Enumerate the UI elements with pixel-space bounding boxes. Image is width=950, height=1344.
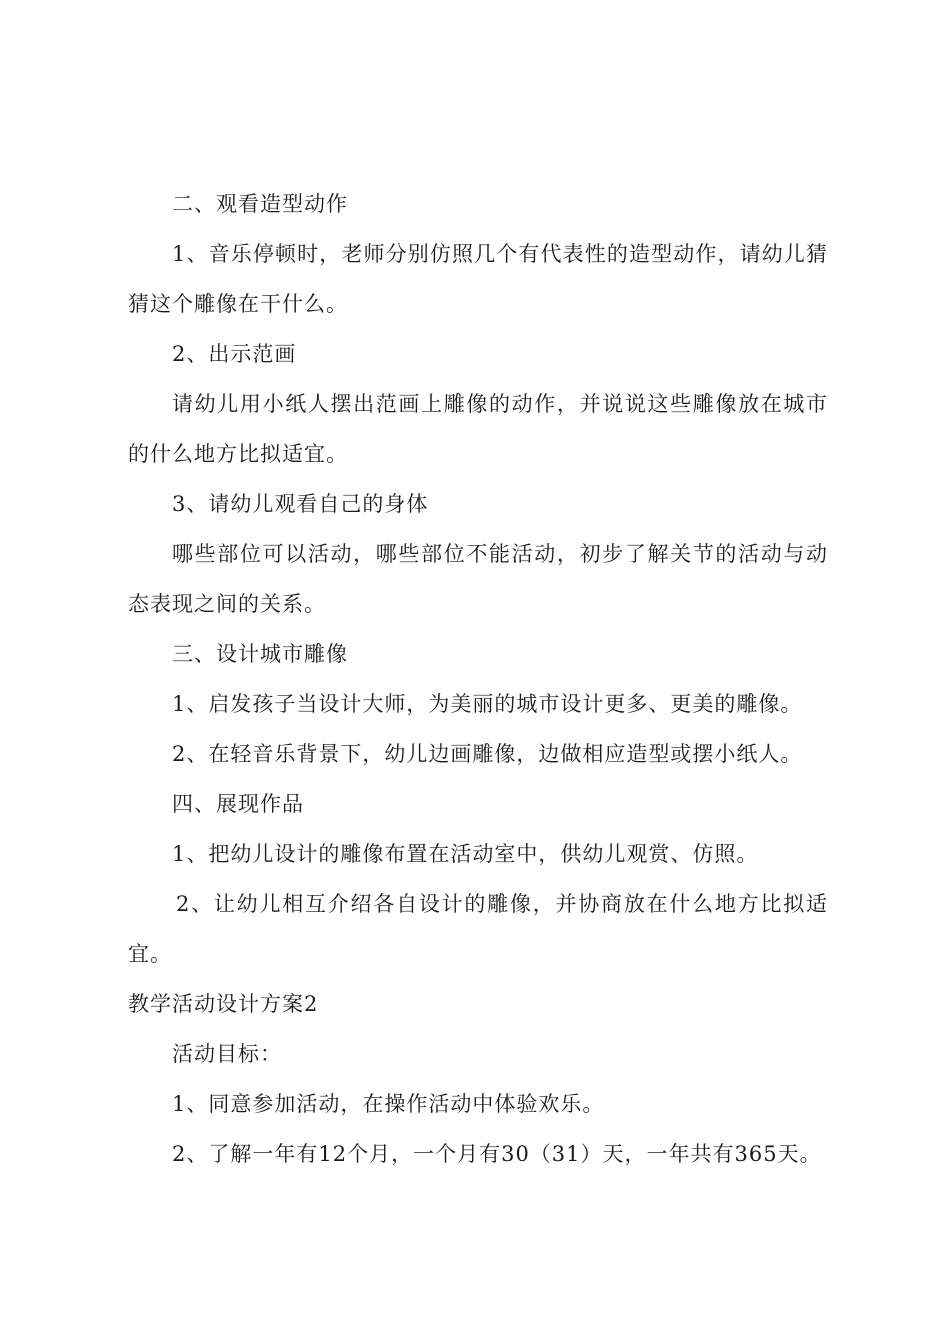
paragraph-line: 的什么地方比拟适宜。	[128, 442, 348, 466]
section-heading-3: 三、设计城市雕像	[172, 642, 348, 666]
section-heading-4: 四、展现作品	[172, 792, 304, 816]
subheading: 活动目标：	[172, 1042, 282, 1066]
paragraph-line: 2、了解一年有12个月，一个月有30（31）天，一年共有365天。	[172, 1142, 822, 1166]
paragraph-line: 1、音乐停顿时，老师分别仿照几个有代表性的造型动作，请幼儿猜	[172, 242, 828, 266]
paragraph-line: 1、把幼儿设计的雕像布置在活动室中，供幼儿观赏、仿照。	[172, 842, 759, 866]
paragraph-line: 1、启发孩子当设计大师，为美丽的城市设计更多、更美的雕像。	[172, 692, 803, 716]
paragraph-line: 宜。	[128, 942, 172, 966]
paragraph-line: 2、让幼儿相互介绍各自设计的雕像，并协商放在什么地方比拟适	[176, 892, 828, 916]
section-heading-2: 二、观看造型动作	[172, 192, 348, 216]
list-item-heading: 2、出示范画	[172, 342, 297, 366]
list-item-heading: 3、请幼儿观看自己的身体	[172, 492, 429, 516]
paragraph-line: 猜这个雕像在干什么。	[128, 292, 348, 316]
paragraph-line: 2、在轻音乐背景下，幼儿边画雕像，边做相应造型或摆小纸人。	[172, 742, 803, 766]
document-title: 教学活动设计方案2	[128, 992, 319, 1016]
paragraph-line: 态表现之间的关系。	[128, 592, 326, 616]
paragraph-line: 请幼儿用小纸人摆出范画上雕像的动作，并说说这些雕像放在城市	[172, 392, 828, 416]
paragraph-line: 哪些部位可以活动，哪些部位不能活动，初步了解关节的活动与动	[172, 542, 828, 566]
paragraph-line: 1、同意参加活动，在操作活动中体验欢乐。	[172, 1092, 605, 1116]
